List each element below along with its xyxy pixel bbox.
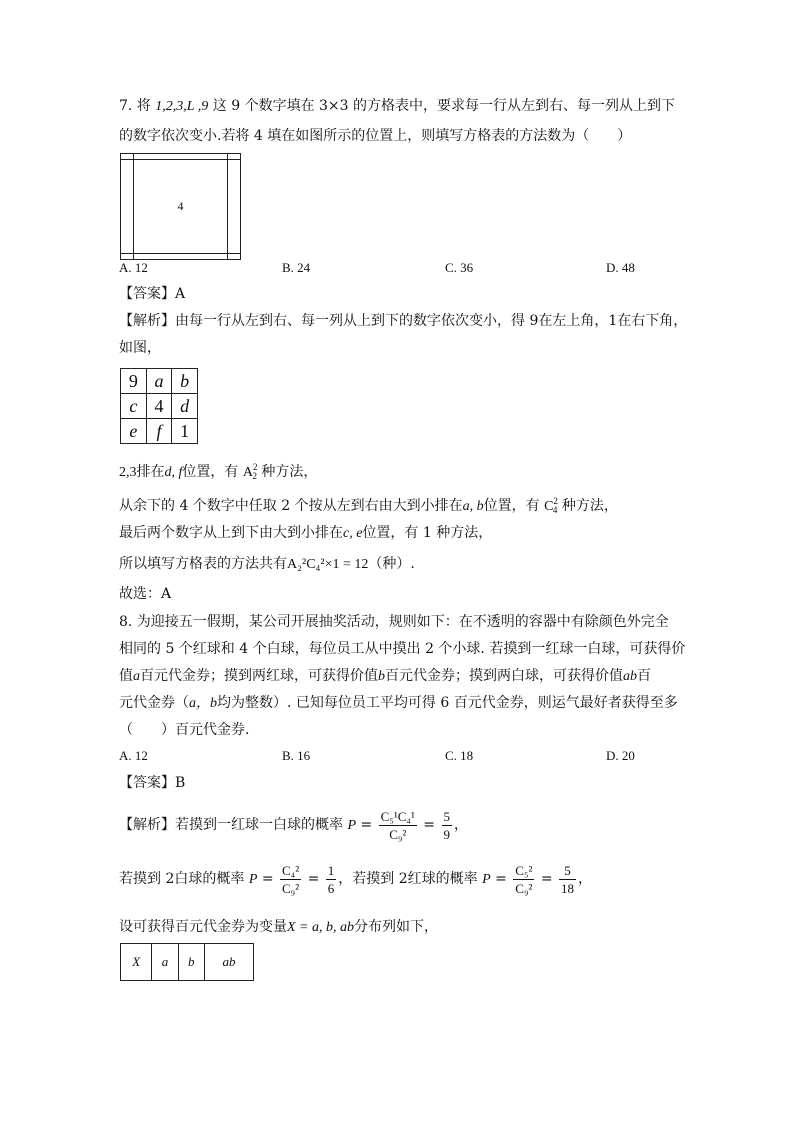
q8-option-d: D. 20	[606, 748, 635, 763]
grid-cell	[227, 159, 240, 253]
fraction: $\frac{\text{C₅¹C₄¹}}{\text{C₉²}}$	[380, 808, 415, 842]
table-header-cell: ab	[204, 944, 253, 981]
grid-cell: 4	[134, 159, 227, 253]
grid-cell	[227, 254, 240, 260]
grid-cell: d	[172, 394, 198, 419]
q8-stem-line-4: 元代金券（a，b均为整数）. 已知每位员工平均可得 6 百元代金券，则运气最好者获得至多	[119, 695, 678, 711]
q8-option-a: A. 12	[119, 748, 148, 763]
q8-stem-line-3: 值a百元代金券；摸到两红球，可获得价值b百元代金券；摸到两白球，可获得价值ab百	[119, 668, 651, 684]
q7-figure-grid	[120, 153, 241, 260]
grid-cell: a	[146, 369, 172, 394]
q7-stem-line-2: 的数字依次变小.若将 4 填在如图所示的位置上，则填写方格表的方法数为（ ）	[119, 128, 632, 144]
q7-final-choice: 故选：A	[119, 586, 172, 602]
q7-option-c: C. 36	[445, 260, 474, 275]
grid-cell: f	[146, 419, 172, 444]
grid-cell	[121, 159, 134, 253]
q7-answer: 【答案】A	[119, 286, 186, 302]
q7-step-4: 所以填写方格表的方法共有A₂²C₄²×1 = 12（种）.	[119, 556, 415, 572]
q7-option-b: B. 24	[282, 260, 311, 275]
q7-option-d: D. 48	[606, 260, 635, 275]
fraction: $\frac{5}{18}$	[561, 862, 575, 896]
grid-cell: c	[121, 394, 147, 419]
table-header-cell: b	[178, 944, 204, 981]
table-header-cell: X	[121, 944, 152, 981]
q8-analysis-line-3: 设可获得百元代金券为变量X = a, b, ab分布列如下，	[119, 919, 438, 935]
fraction: $\frac{\text{C₄²}}{\text{C₉²}}$	[282, 862, 300, 896]
q8-analysis-line-2: 若摸到 2白球的概率 P = $\frac{\text{C₄²}}{\text{C₉²}}$ = $\frac{1}{6}$ ，若摸到 2红球的概率 P = $\frac{\text{C₅²}}{\text{C₉²}}$ = $\frac{5}{18}$ ，	[119, 862, 593, 896]
comb-symbol: $C^2_4$	[544, 496, 558, 515]
grid-cell: e	[121, 419, 147, 444]
q8-analysis-line-1: 【解析】若摸到一红球一白球的概率 P = $\frac{\text{C₅¹C₄¹}}{\text{C₉²}}$ = $\frac{5}{9}$ ，	[119, 808, 468, 842]
q7-step-1: 2,3排在d, f位置，有 $A^2_2$ 种方法，	[119, 462, 318, 481]
fraction: $\frac{\text{C₅²}}{\text{C₉²}}$	[515, 862, 533, 896]
q8-stem-line-5: （ ）百元代金券.	[119, 722, 250, 738]
q7-analysis-line-2: 如图，	[119, 340, 161, 356]
q7-option-a: A. 12	[119, 260, 148, 275]
q8-option-c: C. 18	[445, 748, 474, 763]
grid-cell	[134, 254, 227, 260]
q7-stem-line-1: 7. 将 1,2,3,L ,9 这 9 个数字填在 3×3 的方格表中，要求每一行从左到右、每一列从上到下	[119, 98, 676, 114]
grid-cell: 9	[121, 369, 147, 394]
grid-cell: b	[172, 369, 198, 394]
fraction: $\frac{5}{9}$	[443, 808, 450, 842]
q7-solution-grid	[120, 368, 198, 444]
q8-stem-line-2: 相同的 5 个红球和 4 个白球，每位员工从中摸出 2 个小球. 若摸到一红球一白球，可获得价	[119, 641, 686, 657]
q8-distribution-table	[120, 943, 254, 981]
fraction: $\frac{1}{6}$	[327, 862, 335, 896]
q7-number: 7. 将	[119, 98, 151, 114]
q7-step-3: 最后两个数字从上到下由大到小排在c, e位置，有 1 种方法，	[119, 525, 493, 541]
q7-analysis-line-1: 【解析】由每一行从左到右、每一列从上到下的数字依次变小，得 9在左上角，1在右下角，	[119, 313, 688, 329]
grid-cell: 1	[172, 419, 198, 444]
q7-sequence: 1,2,3,L ,9	[155, 99, 209, 114]
grid-cell: 4	[146, 394, 172, 419]
q8-answer: 【答案】B	[119, 775, 186, 791]
table-header-cell: a	[152, 944, 178, 981]
perm-symbol: $A^2_2$	[242, 462, 258, 481]
grid-cell	[121, 254, 134, 260]
q8-stem-line-1: 8. 为迎接五一假期，某公司开展抽奖活动，规则如下：在不透明的容器中有除颜色外完全	[119, 614, 669, 630]
q7-step-2: 从余下的 4 个数字中任取 2 个按从左到右由大到小排在a, b位置，有 $C^2_4$ 种方法，	[119, 496, 618, 515]
q8-option-b: B. 16	[282, 748, 311, 763]
